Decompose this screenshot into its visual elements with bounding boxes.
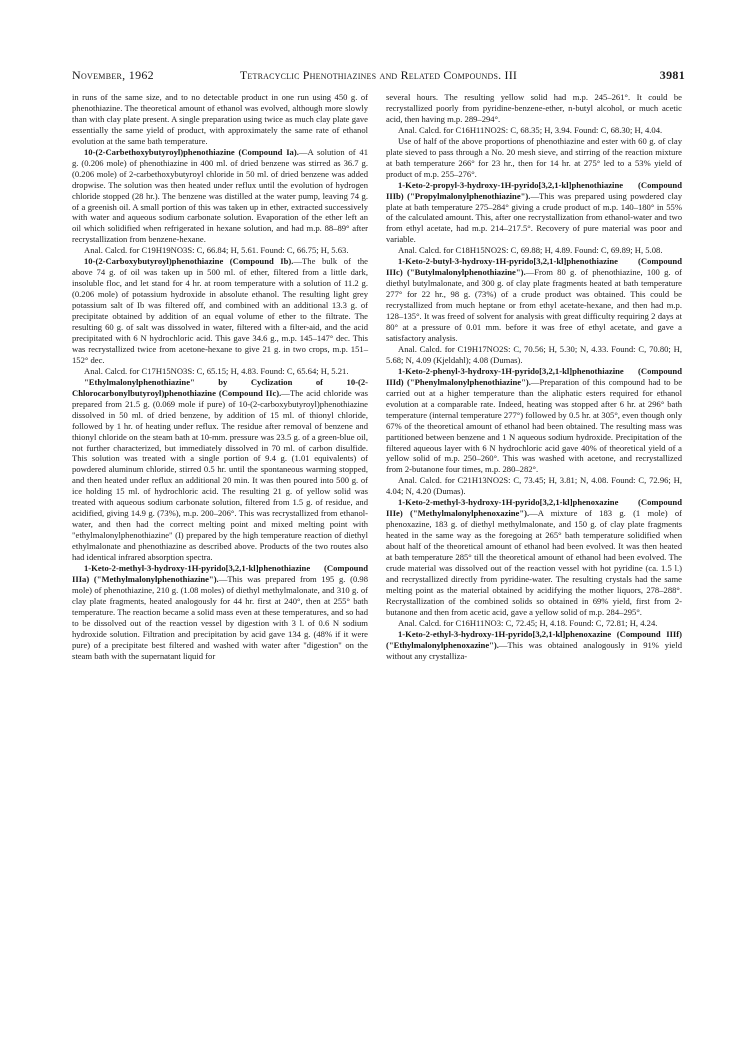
paragraph-text: —The acid chloride was prepared from 21.5 g. (0.069 mole if pure) of 10-(2-carboxybutyroyl)phenothiazine dissolved in 50 ml. of dried benzene, by addition of 15 ml. of thionyl chloride, followed by 1 hr. of heating under reflux. The residue after removal of benzene and thionyl chloride on the steam bath at 10-mm. pressure was 23.5 g. of a green-blue oil, not further characterized, but immediately dissolved in 70 ml. of carbon disulfide. This solution was treated with a single portion of 9.4 g. (1.01 equivalents) of powdered aluminum chloride, stirred 0.5 hr. until the spontaneous warming stopped, and then heated under reflux an additional 20 min. It was then poured into 500 g. of ice holding 15 ml. of hydrochloric acid. The resulting 21 g. of yellow solid was treated with aqueous sodium carbonate solution, filtered from 1.5 g. of residue, and acidified, giving 14.9 g. (73%), m.p. 200–206°. This was recrystallized from ethanol-water, and then had the correct melting point and mixed melting point with "ethylmalonylphenothiazine" (I) prepared by the high temperature reaction of diethyl ethylmalonate and phenothiazine as described above. Products of the two routes also had identical infrared absorption spectra. bbox=[72, 387, 368, 563]
paragraph bbox=[72, 147, 368, 246]
paragraph bbox=[72, 366, 368, 377]
paragraph-text: Anal. Calcd. for C16H11NO3: C, 72.45; H, 4.18. Found: C, 72.81; H, 4.24. bbox=[398, 617, 658, 628]
paragraph bbox=[386, 125, 682, 136]
paragraph bbox=[386, 92, 682, 125]
paragraph-text: Anal. Calcd. for C17H15NO3S: C, 65.15; H, 4.83. Found: C, 65.64; H, 5.21. bbox=[84, 365, 349, 376]
section-heading: 1-Keto-2-propyl-3-hydroxy-1H-pyrido[3,2,1-kl]phenothiazine (Compound IIIb) ("Propylmalonylphenothiazine"). bbox=[386, 179, 682, 201]
paragraph-text: Anal. Calcd. for C19H17NO2S: C, 70.56; H, 5.30; N, 4.33. Found: C, 70.80; H, 5.68; N, 4.09 (Kjeldahl); 4.08 (Dumas). bbox=[386, 343, 682, 365]
paragraph-text: Anal. Calcd. for C18H15NO2S: C, 69.88; H, 4.89. Found: C, 69.89; H, 5.08. bbox=[398, 245, 663, 256]
section-heading: 1-Keto-2-ethyl-3-hydroxy-1H-pyrido[3,2,1-kl]phenoxazine (Compound IIIf) ("Ethylmalonylphenoxazine"). bbox=[386, 628, 682, 650]
paragraph-text: Anal. Calcd. for C21H13NO2S: C, 73.45; H, 3.81; N, 4.08. Found: C, 72.96; H, 4.04; N, 4.20 (Dumas). bbox=[386, 475, 682, 497]
section-heading: 1-Keto-2-methyl-3-hydroxy-1H-pyrido[3,2,1-kl]phenoxazine (Compound IIIe) ("Methylmalonylphenoxazine"). bbox=[386, 497, 682, 519]
right-column bbox=[386, 92, 682, 662]
paragraph-text: Use of half of the above proportions of phenothiazine and ester with 60 g. of clay plate sieved to pass through a No. 20 mesh sieve, and stirring of the reaction mixture at bath temperature 266° for 23 hr., then for 14 hr. at 275° led to a 53% yield of product of m.p. 255–276°. bbox=[386, 135, 682, 179]
left-column bbox=[72, 92, 368, 662]
paragraph bbox=[386, 629, 682, 662]
paragraph bbox=[72, 256, 368, 366]
paragraph bbox=[72, 92, 368, 147]
paragraph bbox=[386, 180, 682, 246]
paragraph-text: —The bulk of the above 74 g. of oil was taken up in 500 ml. of ether, filtered from a little dark, insoluble floc, and let stand for 4 hr. at room temperature with a solution of 11.2 g. (0.206 mole) of potassium hydroxide in absolute ethanol. The resulting light grey potassium salt of Ib was filtered off, and combined with an additional 13.3 g. of precipitate obtained by addition of an equal volume of ether to the filtrate. The resulting 60 g. of salt was dissolved in water, filtered with a filter-aid, and the acid precipitated with 6 N hydrochloric acid. This gave 34.6 g., m.p. 145–147° dec. This was recrystallized twice from acetone-hexane to give 21 g. in two crops, m.p. 151–152° dec. bbox=[72, 256, 368, 365]
section-heading: 1-Keto-2-butyl-3-hydroxy-1H-pyrido[3,2,1-kl]phenothiazine (Compound IIIc) ("Butylmalonylphenothiazine"). bbox=[386, 256, 682, 278]
section-heading: 10-(2-Carbethoxybutyroyl)phenothiazine (Compound Ia). bbox=[84, 146, 299, 157]
section-heading: 10-(2-Carboxybutyroyl)phenothiazine (Compound Ib). bbox=[84, 256, 294, 267]
paragraph bbox=[386, 245, 682, 256]
paragraph bbox=[386, 344, 682, 366]
paragraph bbox=[72, 245, 368, 256]
paragraph-text: in runs of the same size, and to no detectable product in one run using 450 g. of phenothiazine. The theoretical amount of ethanol was evolved, although more slowly than with clay plate present. A single preparation using twice as much clay plate gave essentially the same yield of product, with approximately the same rate of ethanol evolution at the same bath temperature. bbox=[72, 92, 368, 146]
running-header bbox=[72, 68, 685, 84]
paragraph bbox=[386, 497, 682, 617]
header-date: November, 1962 bbox=[72, 68, 154, 82]
section-heading: 1-Keto-2-methyl-3-hydroxy-1H-pyrido[3,2,1-kl]phenothiazine (Compound IIIa) ("Methylmalonylphenothiazine"). bbox=[72, 562, 368, 584]
paragraph-text: —This was prepared from 195 g. (0.98 mole) of phenothiazine, 210 g. (1.08 moles) of diethyl methylmalonate, and 310 g. of clay plate fragments, heated analogously for 44 hr. first at 240°, then at 255° bath temperature. The reaction became a solid mass even at these temperatures, and so had to be dissolved out of the reaction vessel by digestion with 3 l. of 0.6 N sodium hydroxide solution. Filtration and precipitation by acid gave 134 g. (48% if it were pure) of a precipitate best filtered and washed with water after "digestion" on the steam bath with the supernatant liquid for bbox=[72, 573, 368, 661]
paragraph-text: Anal. Calcd. for C16H11NO2S: C, 68.35; H, 3.94. Found: C, 68.30; H, 4.04. bbox=[398, 124, 663, 135]
paragraph-text: —This was prepared using powdered clay plate at bath temperature 275–284° giving a crude product of m.p. 140–180° in 55% of the calculated amount. This, after one recrystallization from ethanol-water and two from ethyl acetate, had m.p. 214–217.5°. Recovery of pure material was poor and variable. bbox=[386, 190, 682, 245]
paragraph-text: —A mixture of 183 g. (1 mole) of phenoxazine, 183 g. of diethyl methylmalonate, and 150 g. of clay plate fragments heated in the same way as the foregoing at 265° bath temperature solidified when about half of the theoretical amount of ethanol had been evolved. It was then heated at bath temperature 285° till the theoretical amount of ethanol had been evolved. The crude material was dissolved out of the reaction vessel with hot pyridine (ca. 1.5 l.) and recrystallized directly from pyridine-water. The resulting crystals had the same melting point as the material obtained by acidifying the mother liquors, 278–288°. Recrystallization of the combined solids so obtained in 69% yield, first from 2-butanone and then from acetic acid, gave a yellow solid of m.p. 284–295°. bbox=[386, 508, 683, 617]
paragraph bbox=[72, 563, 368, 662]
paragraph bbox=[386, 618, 682, 629]
paragraph-text: Anal. Calcd. for C19H19NO3S: C, 66.84; H, 5.61. Found: C, 66.75; H, 5.63. bbox=[84, 245, 349, 256]
section-heading: 1-Keto-2-phenyl-3-hydroxy-1H-pyrido[3,2,1-kl]phenothiazine (Compound IIId) ("Phenylmalonylphenothiazine"). bbox=[386, 365, 682, 387]
paragraph-text: —This was obtained analogously in 91% yield without any crystalliza- bbox=[386, 639, 682, 661]
paragraph bbox=[386, 475, 682, 497]
paragraph-text: —A solution of 41 g. (0.206 mole) of phenothiazine in 400 ml. of dried benzene was stirred as 36.7 g. (0.206 mole) of 2-carbethoxybutyroyl chloride in 50 ml. of dried benzene was added dropwise. The solution was then heated under reflux until the evolution of hydrogen chloride stopped (28 hr.). The benzene was distilled at the water pump, leaving 74 g. of a greenish oil. A small portion of this was taken up in ether, extracted successively with water and aqueous sodium carbonate solution. Evaporation of the ether left an oil which solidified when refrigerated in hexane solution, and had m.p. 88–89° after recrystallization from benzene-hexane. bbox=[72, 146, 368, 245]
paragraph bbox=[386, 366, 682, 476]
paragraph-text: several hours. The resulting yellow solid had m.p. 245–261°. It could be recrystallized poorly from pyridine-benzene-ether, n-butyl alcohol, or much acetic acid, then having m.p. 289–294°. bbox=[386, 92, 682, 124]
header-title: Tetracyclic Phenothiazines and Related Compounds. III bbox=[239, 68, 518, 82]
paragraph-text: —From 80 g. of phenothiazine, 100 g. of diethyl butylmalonate, and 300 g. of clay plate fragments heated at bath temperature 277° for 22 hr., 98 g. (73%) of a crude product was obtained. This could be recrystallized from much heptane or from ethyl acetate-hexane, and then had m.p. 128–135°. It was freed of solvent for analysis with great difficulty requiring 2 days at 80° at a pressure of 0.01 mm. before it was free of ethyl acetate, and gave a satisfactory analysis. bbox=[386, 267, 682, 343]
page-number: 3981 bbox=[659, 68, 685, 82]
paragraph-text: —Preparation of this compound had to be carried out at a higher temperature than the aliphatic esters required for ethanol evolution at a comparable rate. Indeed, heating was stopped after 6 hr. at 296° bath temperature (internal temperature 277°) followed by 0.5 hr. at 305°, even though only 67% of the theoretical amount of ethanol had been obtained. The resulting mass was partitioned between benzene and 1 N aqueous sodium hydroxide. Precipitation of the filtered aqueous layer with 6 N hydrochloric acid gave 40% of theoretical yield of a yellow solid of m.p. 250–260°. This was washed with acetone, and recrystallized from 2-butanone four times, m.p. 280–282°. bbox=[386, 376, 683, 475]
section-heading: "Ethylmalonylphenothiazine" by Cyclization of 10-(2-Chlorocarbonylbutyroyl)phenothiazine (Compound IIc). bbox=[72, 376, 368, 398]
paragraph bbox=[386, 256, 682, 344]
paragraph bbox=[72, 377, 368, 563]
paragraph bbox=[386, 136, 682, 180]
